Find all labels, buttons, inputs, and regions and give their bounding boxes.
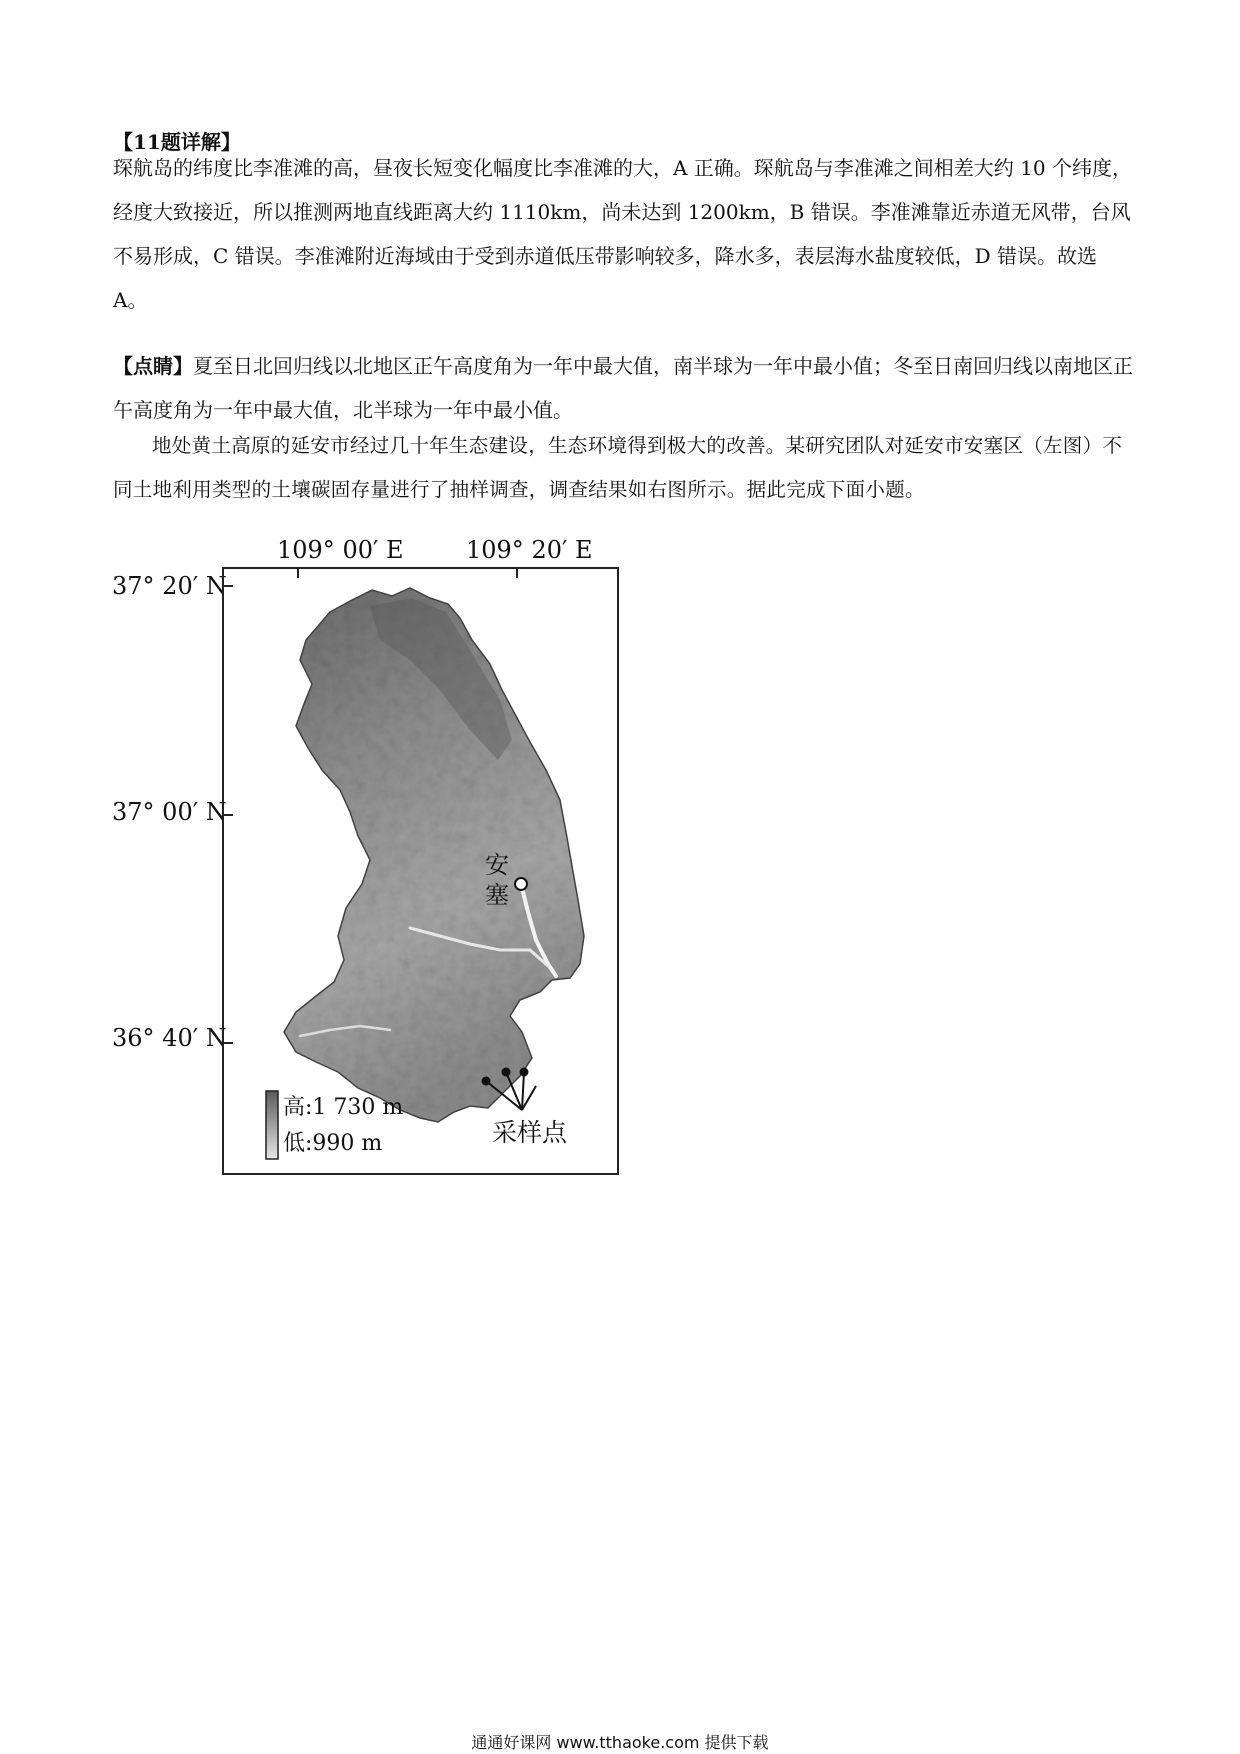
- explanation-text: 琛航岛的纬度比李准滩的高，昼夜长短变化幅度比李准滩的大，A 正确。琛航岛与李准滩之间相差大约 10 个纬度，经度大致接近，所以推测两地直线距离大约 1110km，尚未达到 1200km，B 错误。李准滩靠近赤道无风带，台风不易形成，C 错误。李准滩附近海域由于受到赤道低压带影响较多，降水多，表层海水盐度较低，D 错误。故选 A。: [113, 156, 1132, 312]
- longitude-label-2: 109° 20′ E: [466, 536, 593, 564]
- latitude-label-3: 36° 40′ N: [112, 1024, 227, 1052]
- page-footer: 通通好课网 www.tthaoke.com 提供下载: [471, 1733, 769, 1752]
- latitude-label-2: 37° 00′ N: [112, 798, 227, 826]
- latitude-label-1: 37° 20′ N: [112, 572, 227, 600]
- question-intro: 地处黄土高原的延安市经过几十年生态建设，生态环境得到极大的改善。某研究团队对延安市安塞区（左图）不同土地利用类型的土壤碳固存量进行了抽样调查，调查结果如右图所示。据此完成下面小题。: [113, 434, 1123, 501]
- longitude-label-1: 109° 00′ E: [277, 536, 404, 564]
- town-label: 安塞: [485, 851, 509, 909]
- tip-text: 夏至日北回归线以北地区正午高度角为一年中最大值，南半球为一年中最小值；冬至日南回归线以南地区正午高度角为一年中最大值，北半球为一年中最小值。: [113, 354, 1133, 422]
- legend-high-label: 高:1 730 m: [283, 1095, 404, 1120]
- section-heading: 【11题详解】: [113, 130, 241, 154]
- tip-label: 【点睛】: [113, 354, 193, 378]
- legend-low-label: 低:990 m: [283, 1131, 383, 1156]
- sample-point-label: 采样点: [492, 1118, 568, 1147]
- town-marker: [515, 878, 527, 890]
- elevation-legend-bar: [266, 1091, 278, 1159]
